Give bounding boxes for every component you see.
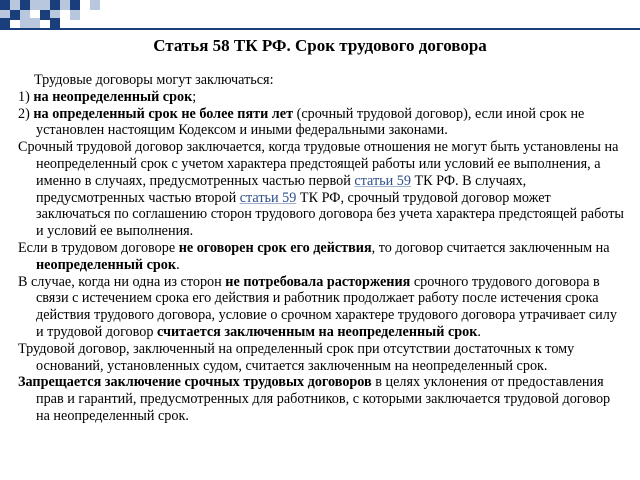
list-number: 1) (18, 88, 34, 105)
bold-phrase: на определенный срок не более пяти лет (33, 105, 294, 122)
item-text: (срочный трудовой договор), если иной срок не установлен настоящим Кодексом и иными федеральными законами. (36, 105, 585, 139)
item-text: ; (192, 88, 197, 105)
bold-phrase: не потребовала расторжения (225, 273, 411, 290)
paragraph-no-termination (18, 274, 626, 341)
paragraph-fixed-term (18, 139, 626, 240)
paragraph-text: Если в трудовом договоре (18, 239, 179, 256)
paragraph-text: ТК РФ, срочный трудовой договор может заключаться по соглашению сторон трудового договора без учета характера предстоящей работы и условий ее выполнения. (36, 189, 624, 240)
paragraph-text: . (176, 256, 180, 273)
header-decoration (0, 0, 640, 40)
page-title: Статья 58 ТК РФ. Срок трудового договора (153, 36, 487, 55)
list-number: 2) (18, 105, 34, 122)
bold-phrase: неопределенный срок (36, 256, 177, 273)
bold-phrase: Запрещается заключение срочных трудовых договоров (18, 374, 372, 391)
paragraph-text: в целях уклонения от предоставления прав и гарантий, предусмотренных для работников, с которыми заключается трудовой договор на неопределенный срок. (36, 374, 611, 424)
article-59-link[interactable]: статьи 59 (239, 189, 297, 206)
list-item-1 (18, 89, 626, 106)
paragraph-text: Срочный трудовой договор заключается, когда трудовые отношения не могут быть установлены на неопределенный срок с учетом характера предстоящей работы или условий ее выполнения, а именно в случаях, предусмотренных частью первой (18, 139, 619, 189)
article-59-link[interactable]: статьи 59 (354, 172, 411, 189)
paragraph-no-term (18, 240, 626, 274)
document-body (18, 72, 626, 425)
paragraph-text: ТК РФ. В случаях, предусмотренных частью второй (36, 172, 527, 206)
bold-phrase: на неопределенный срок (33, 88, 193, 105)
list-item-2 (18, 106, 626, 140)
paragraph-text: , то договор считается заключенным на (371, 239, 610, 256)
paragraph-court: Трудовой договор, заключенный на определенный срок при отсутствии достаточных к тому оснований, установленных судом, считается заключенным на неопределенный срок. (18, 340, 575, 374)
bold-phrase: не оговорен срок его действия (178, 239, 372, 256)
intro-text: Трудовые договоры могут заключаться: (34, 72, 274, 88)
paragraph-prohibition (18, 374, 626, 424)
paragraph-text: . (477, 323, 481, 340)
bold-phrase: считается заключенным на неопределенный срок (156, 323, 478, 340)
paragraph-text: срочного трудового договора в связи с истечением срока его действия и работник продолжает работу после истечения срока действия трудового договора, условие о срочном характере трудового договора утрачивает силу и трудовой договор (36, 273, 617, 340)
paragraph-text: В случае, когда ни одна из сторон (18, 273, 226, 290)
